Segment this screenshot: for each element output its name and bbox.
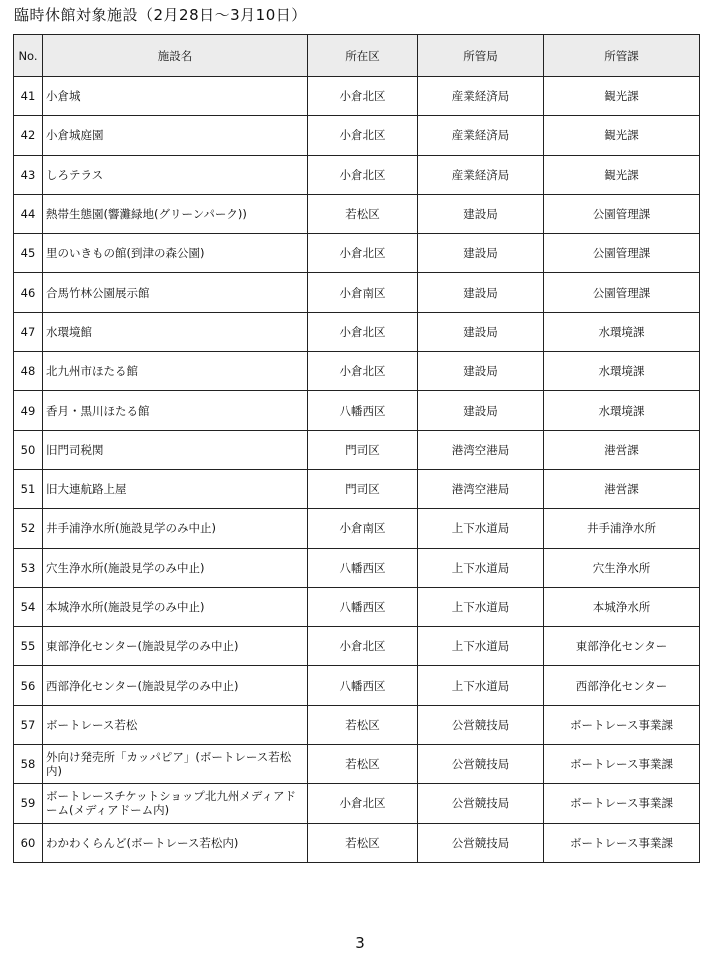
cell-district: 八幡西区 (308, 548, 418, 587)
cell-district: 八幡西区 (308, 391, 418, 430)
cell-bureau: 公営競技局 (418, 784, 544, 823)
cell-facility-name: 香月・黒川ほたる館 (43, 391, 308, 430)
cell-bureau: 建設局 (418, 391, 544, 430)
cell-bureau: 上下水道局 (418, 666, 544, 705)
cell-section: ボートレース事業課 (544, 823, 700, 862)
table-row (14, 666, 700, 705)
table-row (14, 705, 700, 744)
cell-bureau: 建設局 (418, 234, 544, 273)
table-row (14, 352, 700, 391)
cell-facility-name: ボートレース若松 (43, 705, 308, 744)
cell-bureau: 公営競技局 (418, 745, 544, 784)
cell-district: 小倉南区 (308, 273, 418, 312)
cell-section: 穴生浄水所 (544, 548, 700, 587)
table-row (14, 430, 700, 469)
table-row (14, 312, 700, 351)
cell-no: 48 (14, 352, 43, 391)
cell-no: 51 (14, 469, 43, 508)
cell-no: 53 (14, 548, 43, 587)
table-row (14, 784, 700, 823)
cell-section: 港営課 (544, 469, 700, 508)
cell-bureau: 公営競技局 (418, 705, 544, 744)
cell-district: 小倉北区 (308, 155, 418, 194)
cell-facility-name: 北九州市ほたる館 (43, 352, 308, 391)
cell-district: 小倉北区 (308, 77, 418, 116)
cell-section: 港営課 (544, 430, 700, 469)
cell-section: ボートレース事業課 (544, 784, 700, 823)
cell-district: 若松区 (308, 745, 418, 784)
cell-facility-name: 水環境館 (43, 312, 308, 351)
cell-no: 50 (14, 430, 43, 469)
cell-no: 46 (14, 273, 43, 312)
cell-no: 57 (14, 705, 43, 744)
page-number: 3 (355, 934, 365, 952)
cell-no: 60 (14, 823, 43, 862)
table-header-row (14, 35, 700, 77)
header-bureau: 所管局 (418, 35, 544, 77)
cell-section: 東部浄化センター (544, 627, 700, 666)
cell-facility-name: 東部浄化センター(施設見学のみ中止) (43, 627, 308, 666)
cell-bureau: 港湾空港局 (418, 469, 544, 508)
cell-no: 47 (14, 312, 43, 351)
cell-no: 41 (14, 77, 43, 116)
table-row (14, 77, 700, 116)
cell-district: 小倉北区 (308, 116, 418, 155)
cell-section: 公園管理課 (544, 234, 700, 273)
cell-facility-name: 小倉城庭園 (43, 116, 308, 155)
cell-section: 観光課 (544, 77, 700, 116)
table-row (14, 194, 700, 233)
cell-section: 本城浄水所 (544, 587, 700, 626)
cell-facility-name: 合馬竹林公園展示館 (43, 273, 308, 312)
cell-section: 西部浄化センター (544, 666, 700, 705)
cell-facility-name: 穴生浄水所(施設見学のみ中止) (43, 548, 308, 587)
cell-facility-name: ボートレースチケットショップ北九州メディアドーム(メディアドーム内) (43, 784, 308, 823)
cell-section: 観光課 (544, 155, 700, 194)
table-row (14, 116, 700, 155)
cell-section: 公園管理課 (544, 194, 700, 233)
header-section: 所管課 (544, 35, 700, 77)
cell-district: 若松区 (308, 705, 418, 744)
cell-facility-name: 旧大連航路上屋 (43, 469, 308, 508)
cell-no: 49 (14, 391, 43, 430)
cell-section: 井手浦浄水所 (544, 509, 700, 548)
cell-facility-name: 小倉城 (43, 77, 308, 116)
page-title: 臨時休館対象施設（2月28日～3月10日） (14, 6, 307, 24)
cell-section: 公園管理課 (544, 273, 700, 312)
cell-section: 水環境課 (544, 352, 700, 391)
table-row (14, 391, 700, 430)
cell-district: 若松区 (308, 823, 418, 862)
facilities-table (13, 34, 700, 863)
table-row (14, 155, 700, 194)
cell-facility-name: 里のいきもの館(到津の森公園) (43, 234, 308, 273)
cell-section: 観光課 (544, 116, 700, 155)
header-no: No. (14, 35, 43, 77)
cell-bureau: 建設局 (418, 273, 544, 312)
cell-section: 水環境課 (544, 391, 700, 430)
cell-section: ボートレース事業課 (544, 705, 700, 744)
table-row (14, 234, 700, 273)
cell-bureau: 建設局 (418, 352, 544, 391)
cell-bureau: 産業経済局 (418, 116, 544, 155)
cell-section: 水環境課 (544, 312, 700, 351)
cell-no: 45 (14, 234, 43, 273)
cell-no: 43 (14, 155, 43, 194)
cell-district: 門司区 (308, 469, 418, 508)
table-row (14, 548, 700, 587)
cell-bureau: 港湾空港局 (418, 430, 544, 469)
cell-district: 八幡西区 (308, 666, 418, 705)
cell-district: 若松区 (308, 194, 418, 233)
cell-no: 56 (14, 666, 43, 705)
cell-bureau: 建設局 (418, 312, 544, 351)
cell-facility-name: しろテラス (43, 155, 308, 194)
cell-facility-name: わかわくらんど(ボートレース若松内) (43, 823, 308, 862)
cell-bureau: 上下水道局 (418, 548, 544, 587)
cell-no: 44 (14, 194, 43, 233)
cell-district: 小倉南区 (308, 509, 418, 548)
header-district: 所在区 (308, 35, 418, 77)
cell-facility-name: 井手浦浄水所(施設見学のみ中止) (43, 509, 308, 548)
cell-bureau: 上下水道局 (418, 509, 544, 548)
cell-section: ボートレース事業課 (544, 745, 700, 784)
cell-no: 52 (14, 509, 43, 548)
table-row (14, 627, 700, 666)
cell-district: 八幡西区 (308, 587, 418, 626)
cell-no: 42 (14, 116, 43, 155)
cell-facility-name: 西部浄化センター(施設見学のみ中止) (43, 666, 308, 705)
table-row (14, 823, 700, 862)
cell-district: 小倉北区 (308, 627, 418, 666)
cell-facility-name: 外向け発売所「カッパピア」(ボートレース若松内) (43, 745, 308, 784)
cell-bureau: 産業経済局 (418, 77, 544, 116)
cell-facility-name: 旧門司税関 (43, 430, 308, 469)
table-row (14, 745, 700, 784)
cell-bureau: 公営競技局 (418, 823, 544, 862)
cell-district: 小倉北区 (308, 352, 418, 391)
table-row (14, 587, 700, 626)
table-row (14, 273, 700, 312)
cell-no: 59 (14, 784, 43, 823)
cell-bureau: 上下水道局 (418, 587, 544, 626)
cell-bureau: 産業経済局 (418, 155, 544, 194)
cell-district: 小倉北区 (308, 784, 418, 823)
cell-bureau: 上下水道局 (418, 627, 544, 666)
cell-district: 小倉北区 (308, 312, 418, 351)
header-facility-name: 施設名 (43, 35, 308, 77)
table-row (14, 509, 700, 548)
cell-facility-name: 本城浄水所(施設見学のみ中止) (43, 587, 308, 626)
cell-no: 55 (14, 627, 43, 666)
cell-facility-name: 熱帯生態園(響灘緑地(グリーンパーク)) (43, 194, 308, 233)
cell-district: 小倉北区 (308, 234, 418, 273)
cell-no: 58 (14, 745, 43, 784)
cell-district: 門司区 (308, 430, 418, 469)
cell-no: 54 (14, 587, 43, 626)
table-row (14, 469, 700, 508)
cell-bureau: 建設局 (418, 194, 544, 233)
